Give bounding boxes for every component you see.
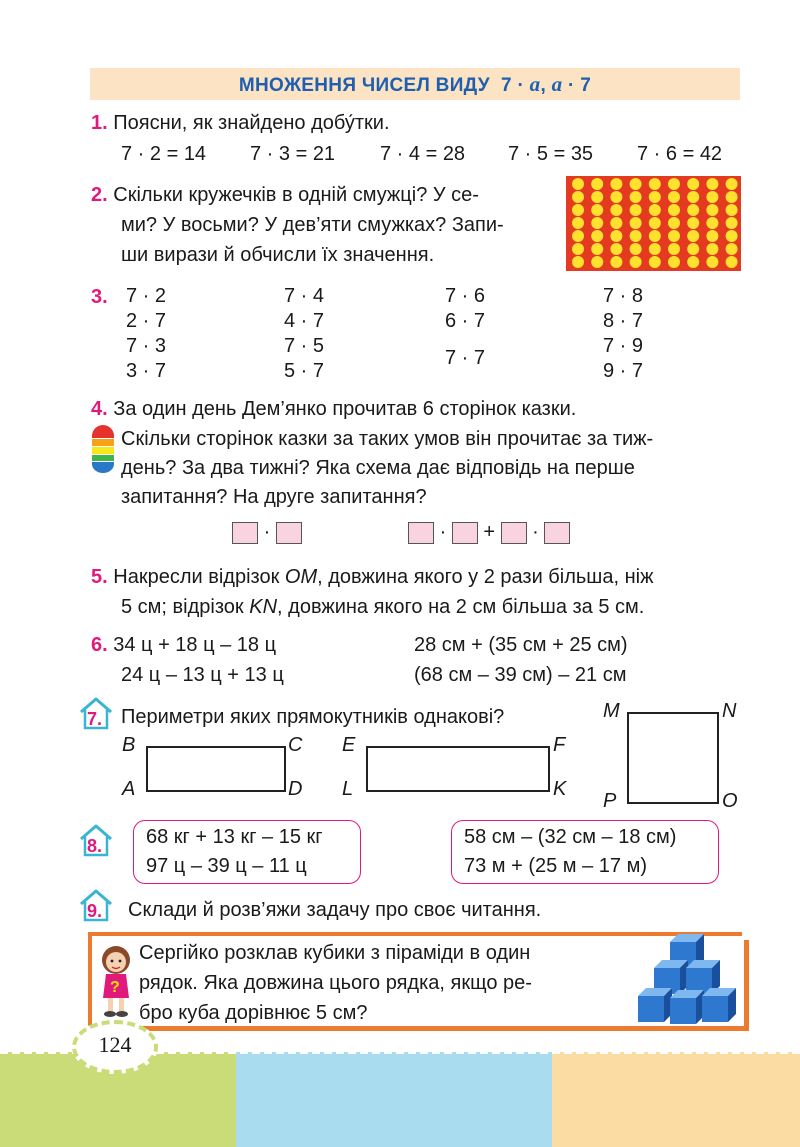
expression: 5 · 7 xyxy=(284,360,325,382)
strip-dot xyxy=(572,230,584,242)
scheme-1 xyxy=(232,519,302,546)
point-label: N xyxy=(722,700,737,722)
dot-sign: · xyxy=(439,521,447,543)
point-label: L xyxy=(342,778,354,800)
point-label: E xyxy=(342,734,356,756)
expression: 3 · 7 xyxy=(126,360,167,382)
strip-dot xyxy=(610,204,622,216)
expression: 7 · 8 xyxy=(603,285,644,307)
expression: 7 · 9 xyxy=(603,335,644,357)
strip-dot xyxy=(687,230,699,242)
strip-dot xyxy=(591,204,603,216)
blank-box xyxy=(408,522,434,544)
strip-dot xyxy=(706,256,718,268)
task-text: Скільки сторінок казки за таких умов він прочитає за тиж- xyxy=(121,428,654,450)
task-number: 7. xyxy=(87,709,103,729)
strip-dot xyxy=(591,230,603,242)
strip-dot xyxy=(610,256,622,268)
strip-dot xyxy=(706,217,718,229)
strip-dot xyxy=(706,191,718,203)
title-comma: , xyxy=(540,75,552,96)
strip-dot xyxy=(610,217,622,229)
task-3 xyxy=(91,284,108,311)
strip-dot xyxy=(591,178,603,190)
point-label: K xyxy=(553,778,567,800)
footer-band-peach xyxy=(552,1052,800,1147)
task-text: ми? У восьми? У дев’яти смужках? Запи- xyxy=(121,214,504,236)
strip-dot xyxy=(630,256,642,268)
expression: 7 · 6 = 42 xyxy=(637,143,723,165)
strip-dot xyxy=(668,256,680,268)
strip-dot xyxy=(630,230,642,242)
strip-dot xyxy=(687,243,699,255)
strip-dot xyxy=(687,191,699,203)
blank-box xyxy=(501,522,527,544)
blank-box xyxy=(276,522,302,544)
point-label: O xyxy=(722,790,738,812)
page-number: 124 xyxy=(98,1032,132,1057)
strip-dot xyxy=(649,256,661,268)
task-text: запитання? На друге запитання? xyxy=(121,486,427,508)
strip-dot xyxy=(591,217,603,229)
strip-dot xyxy=(610,243,622,255)
strip-dot xyxy=(591,191,603,203)
point-label: M xyxy=(603,700,620,722)
expression: 68 кг + 13 кг – 15 кг xyxy=(146,826,323,848)
strip-dot xyxy=(668,243,680,255)
expression: 28 см + (35 см + 25 см) xyxy=(414,634,628,656)
strip-dot xyxy=(706,204,718,216)
strip-dot xyxy=(706,230,718,242)
segment-name: OM xyxy=(284,566,318,588)
blank-box xyxy=(544,522,570,544)
task-text: Склади й розв’яжи задачу про своє читання. xyxy=(128,899,542,921)
strip-dot xyxy=(572,204,584,216)
task-number: 3. xyxy=(91,286,108,308)
strip-dot xyxy=(726,243,738,255)
point-label: F xyxy=(553,734,566,756)
expression: 7 · 4 = 28 xyxy=(380,143,466,165)
task-number: 2. xyxy=(91,184,108,206)
page-title xyxy=(90,68,740,100)
task-5-line-2 xyxy=(121,594,644,621)
task-1 xyxy=(91,110,390,137)
point-label: B xyxy=(122,734,136,756)
blank-box xyxy=(232,522,258,544)
expression: 24 ц – 13 ц + 13 ц xyxy=(121,664,284,686)
strip-dot xyxy=(668,191,680,203)
strip-dot xyxy=(572,217,584,229)
task-number: 1. xyxy=(91,112,108,134)
strip-dot xyxy=(687,256,699,268)
strip-dot xyxy=(572,256,584,268)
expression: 9 · 7 xyxy=(603,360,644,382)
task-6 xyxy=(91,632,276,659)
strip-dot xyxy=(572,191,584,203)
task-number: 9. xyxy=(87,901,103,921)
expression: 73 м + (25 м – 17 м) xyxy=(464,855,648,877)
strip-dot xyxy=(591,243,603,255)
plus-sign: + xyxy=(483,521,496,543)
strip-dot xyxy=(649,243,661,255)
dot-sign: · xyxy=(532,521,539,543)
strip-dot xyxy=(687,217,699,229)
strip-dot xyxy=(668,204,680,216)
point-label: P xyxy=(603,790,617,812)
expression: 7 · 5 xyxy=(284,335,325,357)
expression: (68 см – 39 см) – 21 см xyxy=(414,664,627,686)
strip-dot xyxy=(668,178,680,190)
strip-dot xyxy=(649,178,661,190)
scheme-2 xyxy=(408,519,570,546)
expression: 97 ц – 39 ц – 11 ц xyxy=(146,855,307,877)
dot-strips-image xyxy=(566,176,741,271)
strip-dot xyxy=(726,204,738,216)
strip-dot xyxy=(726,191,738,203)
strip-dot xyxy=(706,243,718,255)
puzzle-text: бро куба дорівнює 5 см? xyxy=(139,1002,368,1024)
expression: 2 · 7 xyxy=(126,310,167,332)
expression: 8 · 7 xyxy=(603,310,644,332)
dot-sign: · xyxy=(263,521,271,543)
task-text: 5 см; відрізок xyxy=(121,596,250,618)
task-text: За один день Дем’янко прочитав 6 сторінок казки. xyxy=(113,398,577,420)
strip-dot xyxy=(649,204,661,216)
strip-dot xyxy=(630,191,642,203)
girl-character-icon xyxy=(95,940,137,1020)
puzzle-frame-right xyxy=(744,940,749,1031)
rectangle-efkl xyxy=(366,746,550,792)
expression: 7 · 2 xyxy=(126,285,167,307)
task-number: 8. xyxy=(87,836,103,856)
task-number: 5. xyxy=(91,566,108,588)
point-label: A xyxy=(122,778,136,800)
strip-dot xyxy=(726,178,738,190)
strip-dot xyxy=(649,191,661,203)
task-text: , довжина якого на 2 см більша за 5 см. xyxy=(277,596,645,618)
difficulty-icon xyxy=(90,424,116,474)
task-text: Поясни, як знайдено добу́тки. xyxy=(113,112,390,134)
strip-dot xyxy=(649,217,661,229)
expression: 34 ц + 18 ц – 18 ц xyxy=(113,634,277,656)
point-label: D xyxy=(288,778,303,800)
title-prefix: МНОЖЕННЯ ЧИСЕЛ ВИДУ xyxy=(238,75,490,96)
point-label: C xyxy=(288,734,303,756)
expr-column-3 xyxy=(445,284,485,371)
strip-dot xyxy=(630,178,642,190)
footer-band-blue xyxy=(236,1052,552,1147)
task-number: 4. xyxy=(91,398,108,420)
rectangle-abcd xyxy=(146,746,286,792)
svg-text:?: ? xyxy=(110,979,120,996)
cube-pyramid-image xyxy=(632,932,738,1028)
strip-dot xyxy=(687,178,699,190)
task-4 xyxy=(91,396,576,423)
puzzle-text: рядок. Яка довжина цього рядка, якщо ре- xyxy=(139,972,532,994)
strip-dot xyxy=(649,230,661,242)
expression: 7 · 6 xyxy=(445,285,486,307)
strip-dot xyxy=(572,178,584,190)
expression: 7 · 4 xyxy=(284,285,325,307)
strip-dot xyxy=(687,204,699,216)
task-text: день? За два тижні? Яка схема дає відповідь на перше xyxy=(121,457,635,479)
strip-dot xyxy=(630,204,642,216)
expression: 6 · 7 xyxy=(445,310,486,332)
title-formula-a: 7 · xyxy=(501,75,530,96)
expression: 7 · 7 xyxy=(445,347,486,369)
expression: 7 · 3 = 21 xyxy=(250,143,336,165)
expression: 7 · 5 = 35 xyxy=(508,143,594,165)
task-text: Скільки кружечків в одній смужці? У се- xyxy=(113,184,479,206)
expr-column-2 xyxy=(284,284,324,384)
strip-dot xyxy=(726,217,738,229)
task-text: Накресли відрізок xyxy=(113,566,285,588)
expression: 7 · 3 xyxy=(126,335,167,357)
title-var-b: a xyxy=(551,72,563,96)
task-text: , довжина якого у 2 рази більша, ніж xyxy=(317,566,654,588)
strip-dot xyxy=(630,243,642,255)
strip-dot xyxy=(572,243,584,255)
puzzle-text: Сергійко розклав кубики з піраміди в один xyxy=(139,942,531,964)
strip-dot xyxy=(706,178,718,190)
task-5 xyxy=(91,564,653,591)
strip-dot xyxy=(610,191,622,203)
strip-dot xyxy=(610,178,622,190)
title-var-a: a xyxy=(529,72,541,96)
task-2 xyxy=(91,182,479,209)
expr-column-4 xyxy=(603,284,643,384)
expression: 58 см – (32 см – 18 см) xyxy=(464,826,677,848)
square-mnop xyxy=(627,712,719,804)
strip-dot xyxy=(668,230,680,242)
expression: 7 · 2 = 14 xyxy=(121,143,207,165)
segment-name: KN xyxy=(249,596,278,618)
strip-dot xyxy=(726,256,738,268)
task-number: 6. xyxy=(91,634,108,656)
strip-dot xyxy=(610,230,622,242)
task-text: Периметри яких прямокутників однакові? xyxy=(121,706,505,728)
strip-dot xyxy=(726,230,738,242)
title-formula-b: · 7 xyxy=(562,75,592,96)
strip-dot xyxy=(591,256,603,268)
blank-box xyxy=(452,522,478,544)
expression: 4 · 7 xyxy=(284,310,325,332)
task-text: ши вирази й обчисли їх значення. xyxy=(121,244,435,266)
strip-dot xyxy=(668,217,680,229)
expr-column-1 xyxy=(126,284,166,384)
strip-dot xyxy=(630,217,642,229)
